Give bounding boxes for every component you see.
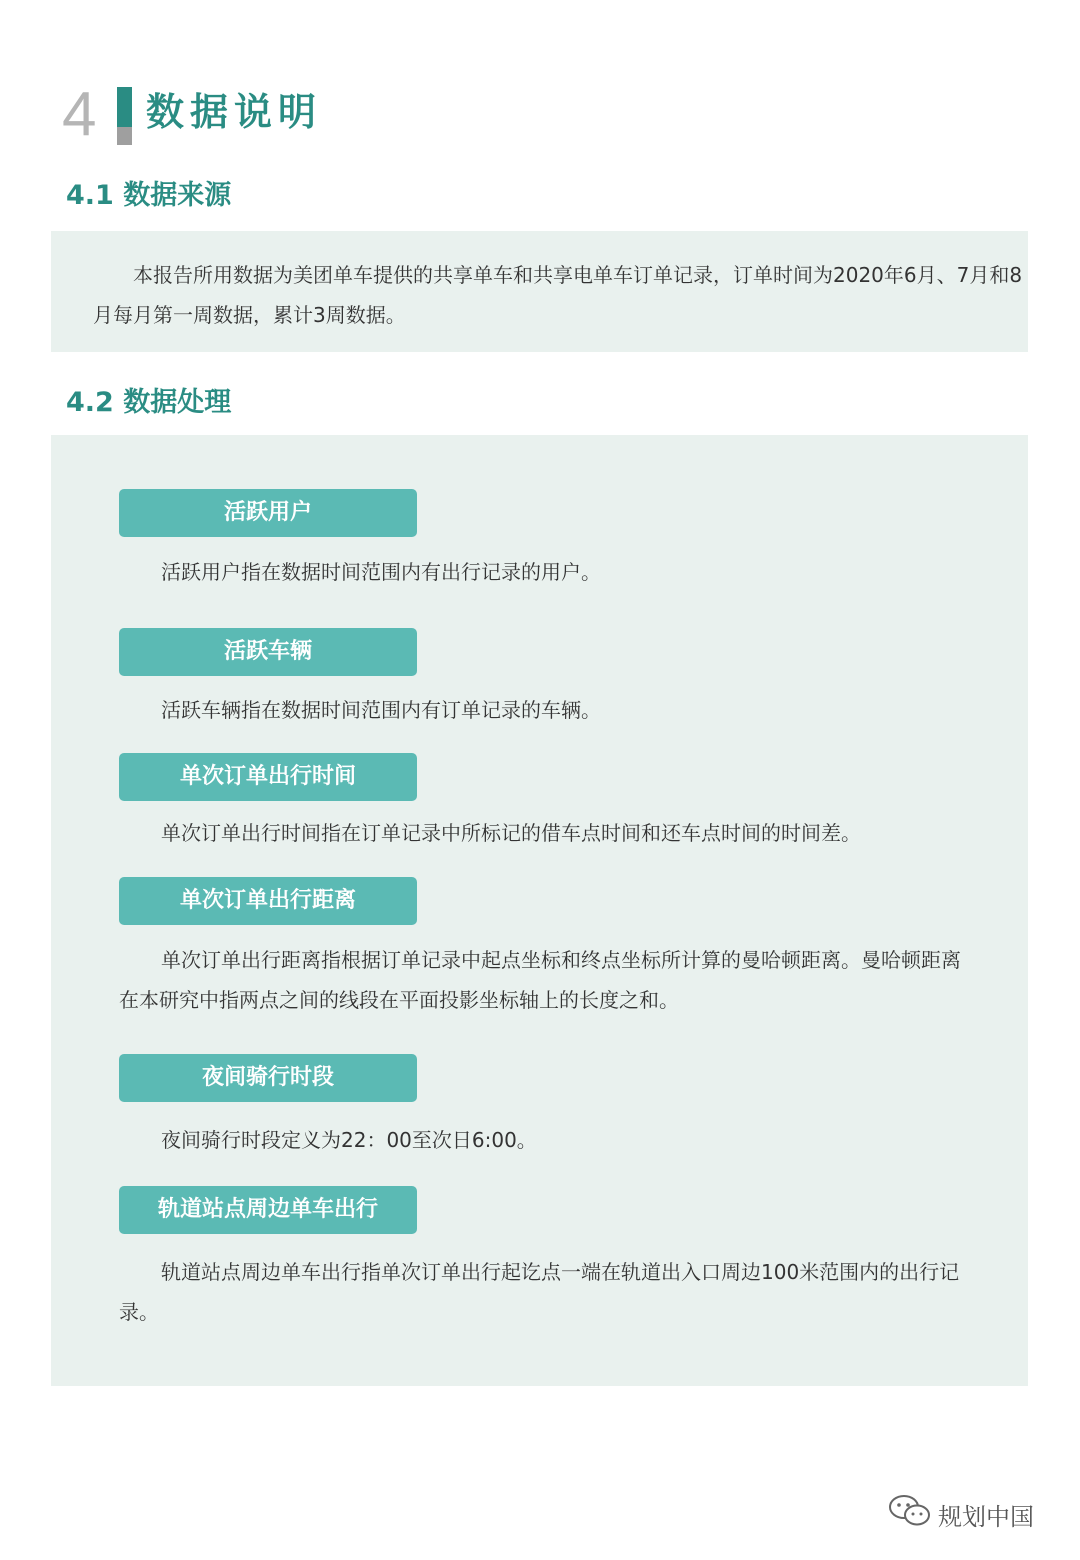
term-label: 轨道站点周边单车出行: [119, 1186, 417, 1234]
term-description: [119, 1252, 969, 1332]
term-description: [119, 690, 969, 730]
term-metro-station-trips: [119, 1186, 960, 1324]
term-description-text: 单次订单出行距离指根据订单记录中起点坐标和终点坐标所计算的曼哈顿距离。曼哈顿距离在本研究中指两点之间的线段在平面投影坐标轴上的长度之和。: [119, 948, 961, 1012]
watermark-text: 规划中国: [938, 1502, 1034, 1531]
term-trip-time: [119, 753, 861, 845]
chapter-number: 4: [62, 80, 97, 149]
term-description: [119, 940, 969, 1020]
term-description-text: 单次订单出行时间指在订单记录中所标记的借车点时间和还车点时间的时间差。: [161, 821, 861, 845]
section-title-data-source: 4.1 数据来源: [66, 180, 232, 211]
accent-bar-bottom: [117, 127, 132, 145]
term-description-text: 夜间骑行时段定义为22：00至次日6:00。: [161, 1128, 537, 1152]
data-source-panel: [51, 231, 1028, 352]
data-processing-panel: [51, 435, 1028, 1386]
term-label: 单次订单出行时间: [119, 753, 417, 801]
term-label: 活跃车辆: [119, 628, 417, 676]
term-label: 夜间骑行时段: [119, 1054, 417, 1102]
term-active-users: [119, 489, 601, 584]
term-description-text: 活跃车辆指在数据时间范围内有订单记录的车辆。: [161, 698, 601, 722]
section-title-data-processing: 4.2 数据处理: [66, 387, 232, 418]
term-active-vehicles: [119, 628, 601, 722]
watermark: [888, 1493, 1034, 1535]
wechat-icon: [888, 1493, 932, 1535]
chapter-accent-bar: [117, 87, 132, 145]
accent-bar-top: [117, 87, 132, 127]
term-label: 活跃用户: [119, 489, 417, 537]
term-description: [119, 552, 969, 592]
term-trip-distance: [119, 877, 961, 1012]
data-source-paragraph: 本报告所用数据为美团单车提供的共享单车和共享电单车订单记录，订单时间为2020年6月、7月和8月每月第一周数据，累计3周数据。: [93, 263, 1023, 327]
term-description-text: 轨道站点周边单车出行指单次订单出行起讫点一端在轨道出入口周边100米范围内的出行记录。: [119, 1260, 960, 1324]
chapter-title: 数据说明: [146, 90, 323, 134]
term-night-riding: [119, 1054, 537, 1152]
term-description: [119, 813, 969, 853]
term-label: 单次订单出行距离: [119, 877, 417, 925]
term-description-text: 活跃用户指在数据时间范围内有出行记录的用户。: [161, 560, 601, 584]
term-description: [119, 1120, 969, 1160]
